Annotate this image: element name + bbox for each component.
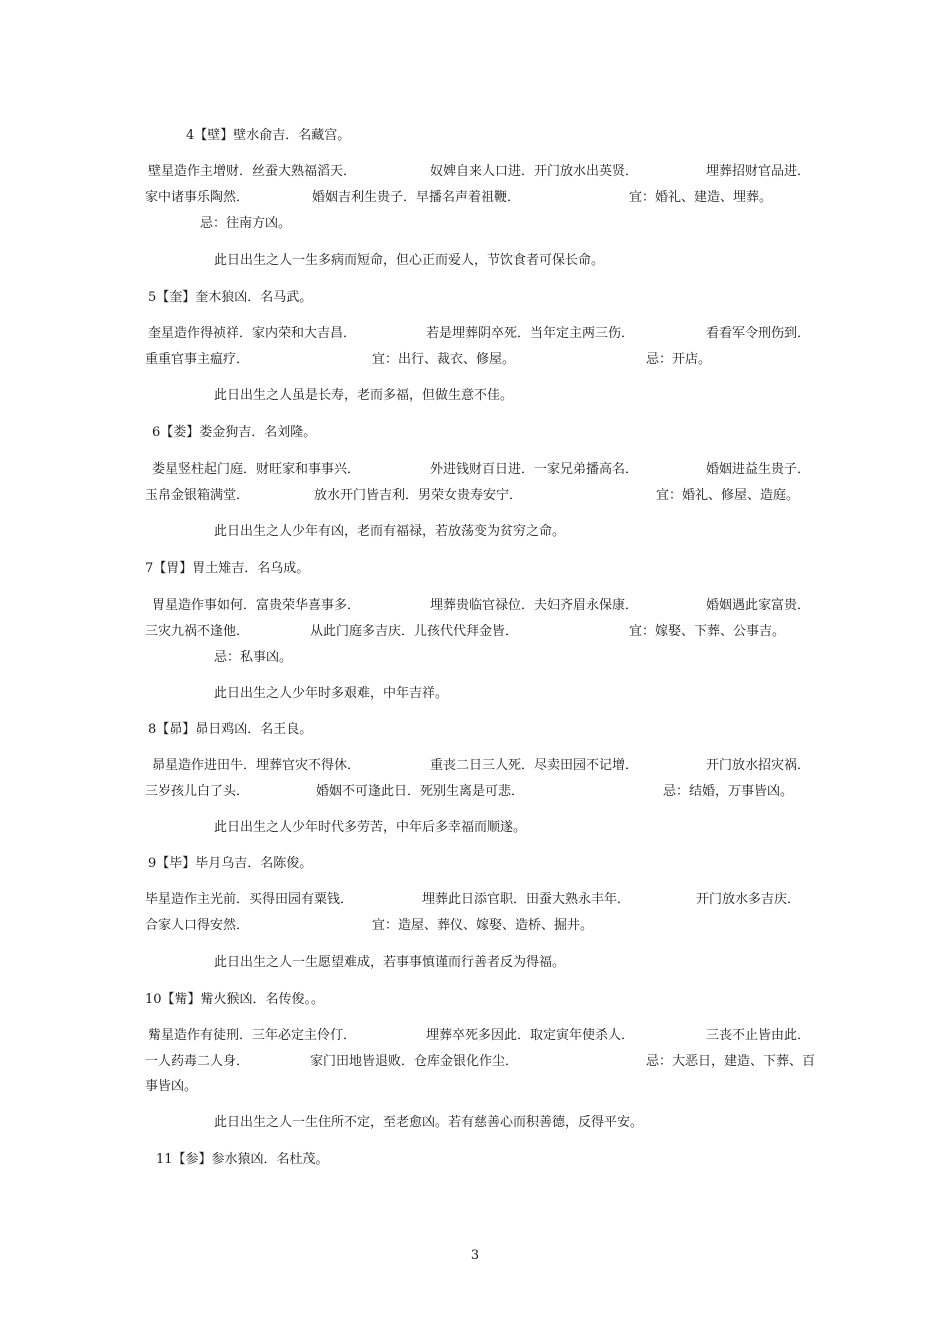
verse-line: 事皆凶。 — [145, 1079, 198, 1094]
page-number: 3 — [470, 1248, 480, 1263]
verse-line: 忌：私事凶。 — [214, 650, 293, 665]
section-heading: 4【壁】壁水俞吉．名藏宫。 — [186, 128, 351, 143]
birth-note: 此日出生之人一生多病而短命，但心正而爱人，节饮食者可保长命。 — [214, 253, 605, 268]
verse-line: 家门田地皆退败．仓库金银化作尘． — [310, 1054, 519, 1069]
verse-line: 宜：婚礼、建造、埋葬。 — [629, 190, 773, 205]
verse-line: 娄星竖柱起门庭．财旺家和事事兴． — [152, 462, 361, 477]
verse-line: 忌：往南方凶。 — [200, 216, 292, 231]
section-heading: 6【娄】娄金狗吉．名刘隆。 — [152, 425, 317, 440]
verse-line: 宜：造屋、葬仪、嫁娶、造桥、掘井。 — [372, 918, 594, 933]
verse-line: 觜星造作有徒刑．三年必定主伶仃． — [148, 1028, 357, 1043]
verse-line: 外进钱财百日进．一家兄弟播高名． — [430, 462, 639, 477]
verse-line: 开门放水多吉庆． — [696, 892, 801, 907]
verse-line: 婚姻遇此家富贵． — [706, 598, 811, 613]
birth-note: 此日出生之人少年有凶，老而有福禄，若放荡变为贫穷之命。 — [214, 524, 566, 539]
verse-line: 三丧不止皆由此． — [706, 1028, 811, 1043]
verse-line: 三岁孩儿白了头． — [145, 784, 250, 799]
section-heading: 7【胃】胃土雉吉．名乌成。 — [145, 561, 310, 576]
verse-line: 重重官事主瘟疗． — [145, 352, 250, 367]
verse-line: 胃星造作事如何．富贵荣华喜事多． — [152, 598, 361, 613]
section-heading: 5【奎】奎木狼凶．名马武。 — [148, 290, 313, 305]
birth-note: 此日出生之人虽是长寿，老而多福，但做生意不佳。 — [214, 388, 514, 403]
verse-line: 家中诸事乐陶然． — [145, 190, 250, 205]
verse-line: 忌：大恶日，建造、下葬、百 — [646, 1054, 816, 1069]
verse-line: 婚姻不可逢此日．死别生离是可悲． — [316, 784, 525, 799]
verse-line: 放水开门皆吉利．男荣女贵寿安宁． — [314, 488, 523, 503]
section-heading: 11【参】参水猿凶．名杜茂。 — [156, 1152, 329, 1167]
verse-line: 毕星造作主光前．买得田园有粟钱． — [145, 892, 354, 907]
verse-line: 埋葬贵临官禄位．夫妇齐眉永保康． — [430, 598, 639, 613]
section-heading: 8【昴】昴日鸡凶．名王良。 — [148, 722, 313, 737]
verse-line: 重丧二日三人死．尽卖田园不记增． — [430, 758, 639, 773]
birth-note: 此日出生之人一生住所不定，至老愈凶。若有慈善心而积善德，反得平安。 — [214, 1115, 644, 1130]
verse-line: 玉帛金银箱满堂． — [145, 488, 250, 503]
verse-line: 婚姻吉利生贵子．早播名声着祖鞭． — [312, 190, 521, 205]
verse-line: 埋葬此日添官职．田蚕大熟永丰年． — [422, 892, 631, 907]
verse-line: 忌：结婚，万事皆凶。 — [663, 784, 794, 799]
birth-note: 此日出生之人少年时代多劳苦，中年后多幸福而顺遂。 — [214, 820, 527, 835]
section-heading: 10【觜】觜火猴凶．名传俊。。 — [145, 992, 325, 1007]
verse-line: 宜：出行、裁衣、修屋。 — [372, 352, 516, 367]
verse-line: 埋葬卒死多因此．取定寅年使杀人． — [426, 1028, 635, 1043]
verse-line: 从此门庭多吉庆．儿孩代代拜金皆． — [310, 624, 519, 639]
verse-line: 开门放水招灾祸． — [706, 758, 811, 773]
verse-line: 奴婢自来人口进．开门放水出英贤． — [430, 164, 639, 179]
section-heading: 9【毕】毕月乌吉．名陈俊。 — [148, 856, 313, 871]
verse-line: 埋葬招财官品进． — [706, 164, 811, 179]
verse-line: 若是埋葬阴卒死．当年定主两三伤． — [426, 326, 635, 341]
verse-line: 三灾九祸不逢他． — [145, 624, 250, 639]
verse-line: 宜：嫁娶、下葬、公事吉。 — [629, 624, 786, 639]
verse-line: 奎星造作得祯祥．家内荣和大吉昌． — [148, 326, 357, 341]
verse-line: 宜：婚礼、修屋、造庭。 — [656, 488, 800, 503]
verse-line: 一人药毒二人身． — [145, 1054, 250, 1069]
verse-line: 忌：开店。 — [646, 352, 712, 367]
verse-line: 婚姻进益生贵子． — [706, 462, 811, 477]
verse-line: 昴星造作进田牛．埋葬官灾不得休． — [152, 758, 361, 773]
birth-note: 此日出生之人一生愿望难成，若事事慎谨而行善者反为得福。 — [214, 955, 566, 970]
verse-line: 看看军令刑伤到． — [706, 326, 811, 341]
verse-line: 合家人口得安然． — [145, 918, 250, 933]
verse-line: 壁星造作主增财．丝蚕大熟福滔天． — [148, 164, 357, 179]
birth-note: 此日出生之人少年时多艰难，中年吉祥。 — [214, 686, 449, 701]
